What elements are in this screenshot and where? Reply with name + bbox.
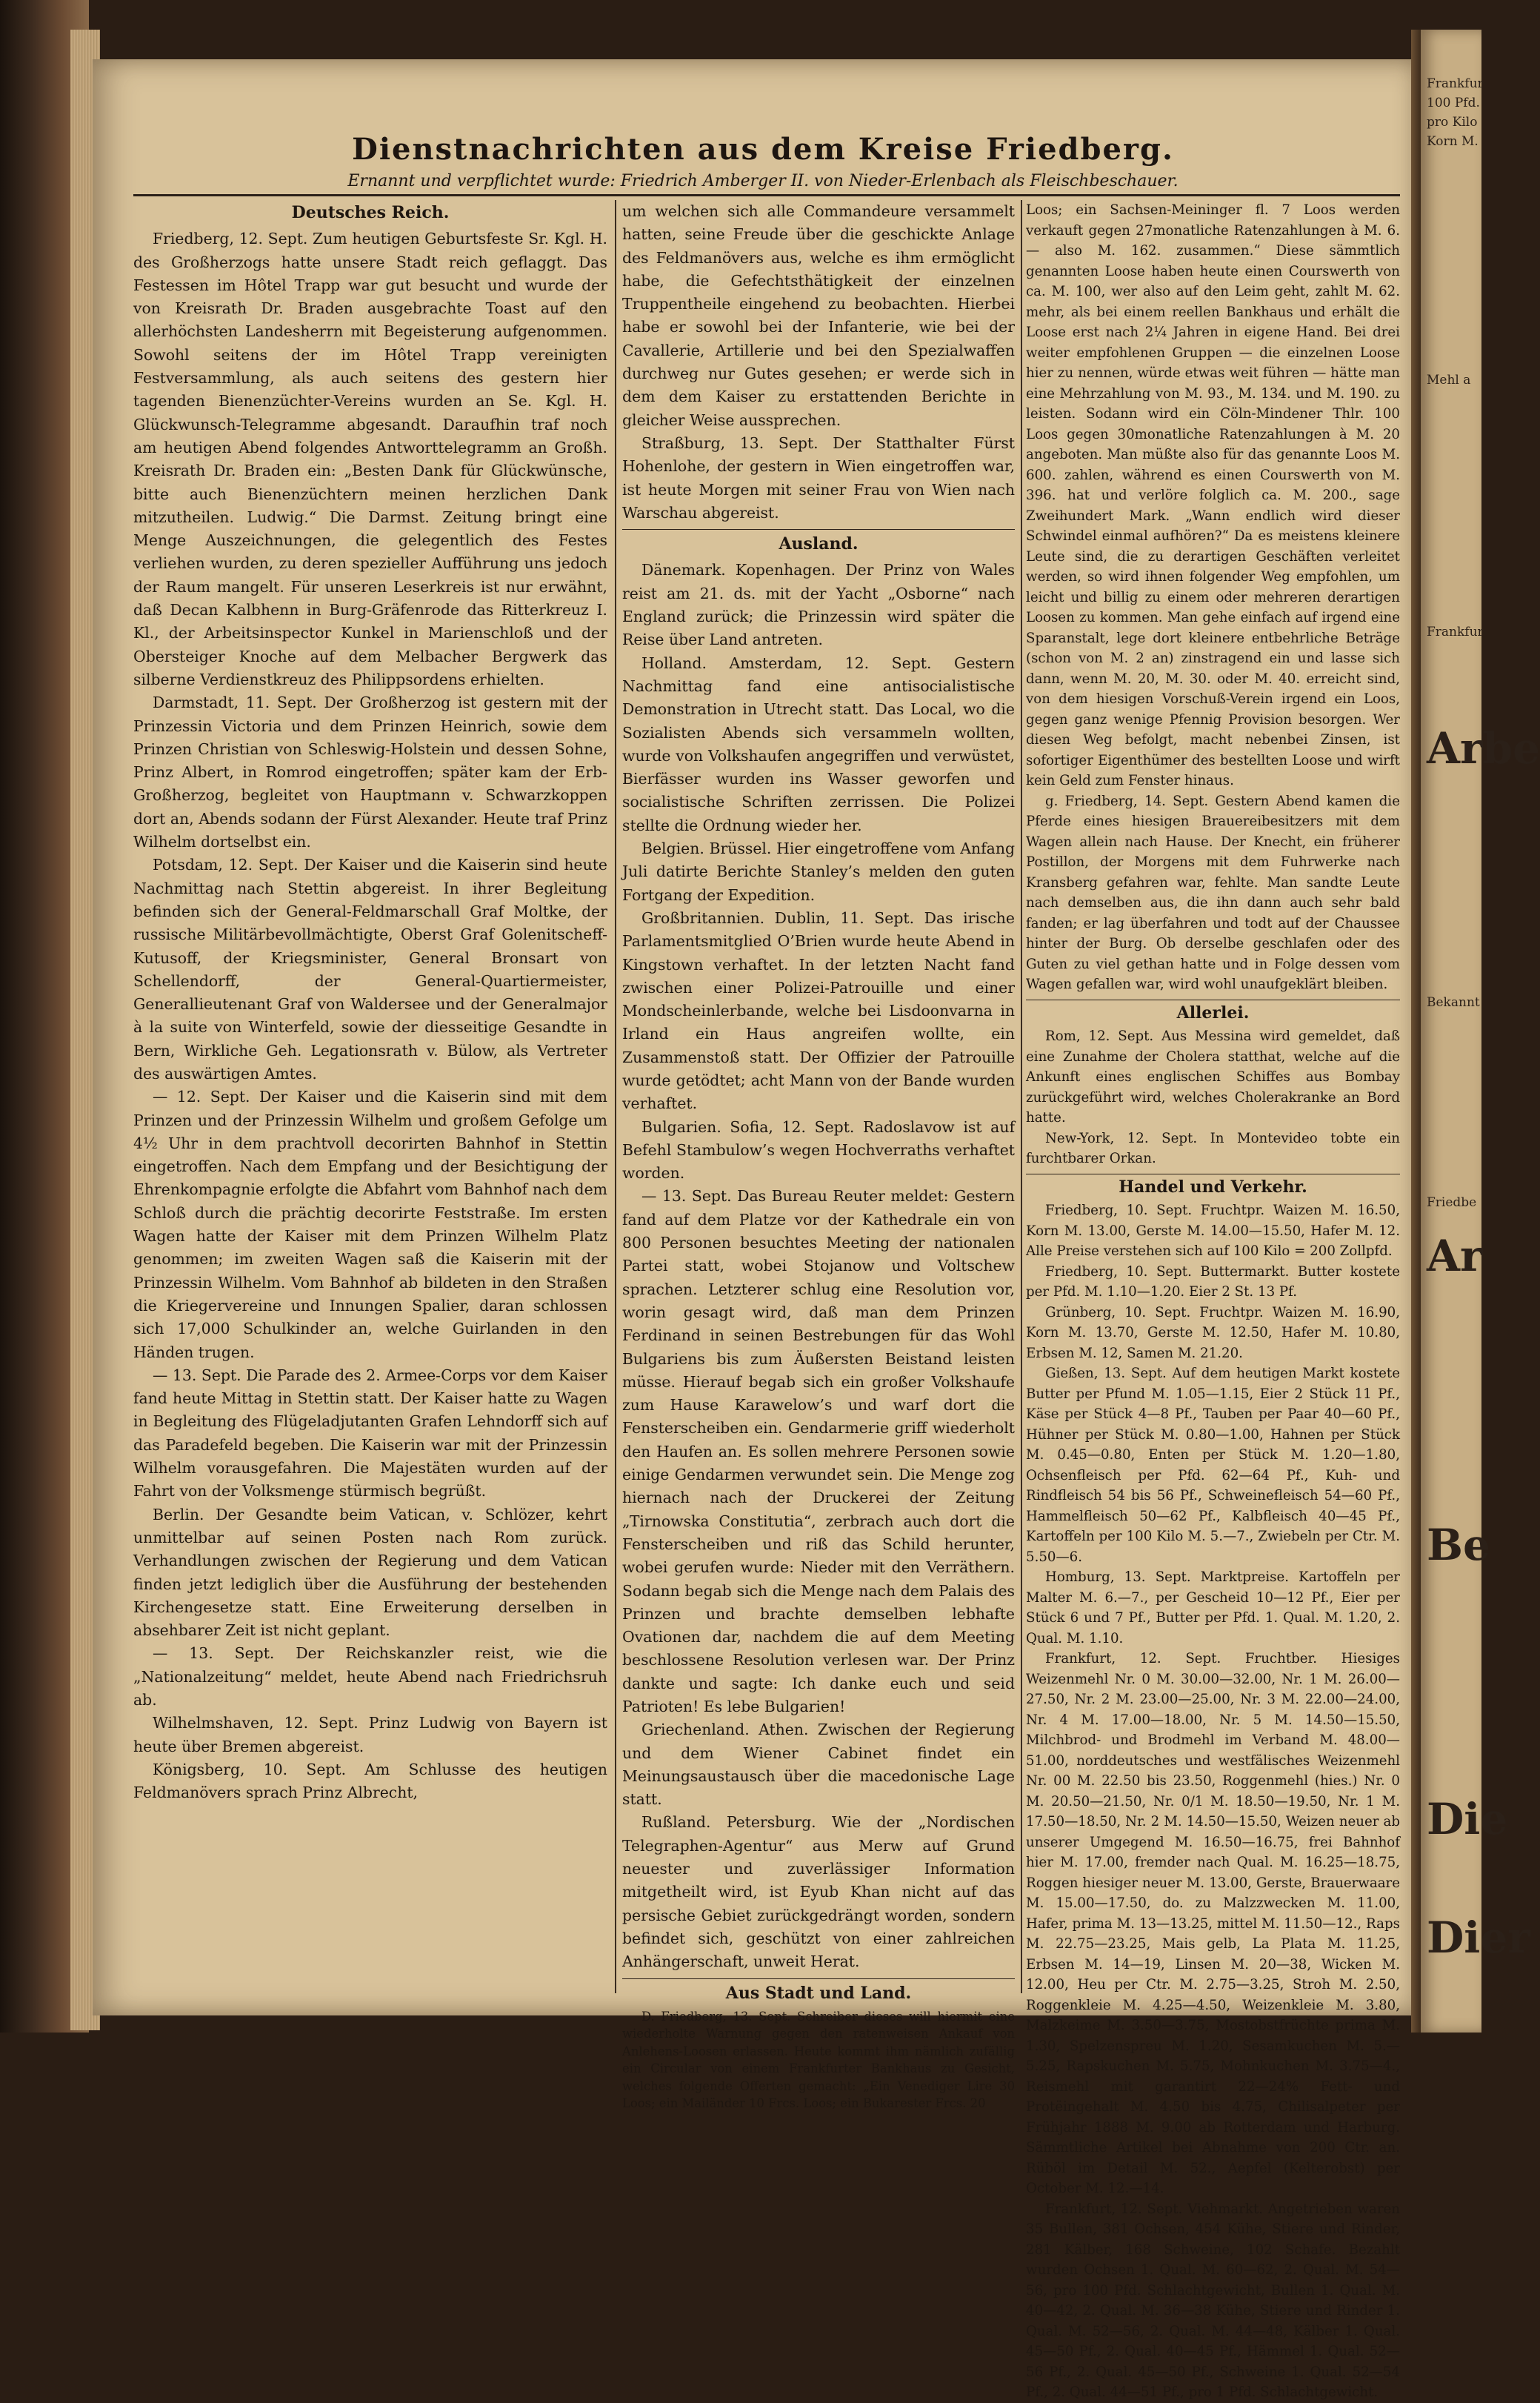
article-paragraph: Berlin. Der Gesandte beim Vatican, v. Schlözer, kehrt unmittelbar auf seinen Posten nach Rom zurück. Verhandlungen zwischen der Regierung und dem Vatican finden jetzt lediglich über die Ausführung der bestehenden Kirchengesetze statt. Eine Erweiterung derselben in absehbarer Zeit ist nicht geplant. bbox=[133, 1505, 607, 1640]
column-left bbox=[133, 200, 607, 2008]
masthead-title: Dienstnachrichten aus dem Kreise Friedberg. bbox=[352, 132, 1174, 167]
fragment-text: pro Kilo bbox=[1427, 115, 1478, 130]
masthead-subtitle: Ernannt und verpflichtet wurde: Friedrich Amberger II. von Nieder-Erlenbach als Fleischbeschauer. bbox=[347, 172, 1179, 190]
article-paragraph: Königsberg, 10. Sept. Am Schlusse des heutigen Feldmanövers sprach Prinz Albrecht, bbox=[133, 1760, 607, 1802]
article-paragraph: D. Friedberg, 13. Sept. Schreiber dieses will hiermit eine wiederholte Warnung gegen den ratenweisen Ankauf von Anlehens-Loosen erlassen. Heute kommt ihm nämlich zufällig ein Circular von einem Frankfurter Bankhaus zu Gesicht, welches folgende Offerten gemacht: „Ein Venediger Lire 30 Loos; ein Mailänder 10 Frcs. Loos; ein Bukarester Frcs. 20 bbox=[622, 2009, 1015, 2111]
column-divider bbox=[615, 200, 616, 1993]
fragment-text: Korn M. bbox=[1427, 134, 1479, 149]
article-paragraph: Homburg, 13. Sept. Marktpreise. Kartoffeln per Malter M. 6.—7., per Gescheid 10—12 Pf., Eier per Stück 6 und 7 Pf., Butter per Pfd. 1. Qual. M. 1.20, 2. Qual. M. 1.10. bbox=[1026, 1569, 1400, 1646]
article-paragraph: Straßburg, 13. Sept. Der Statthalter Fürst Hohenlohe, der gestern in Wien eingetroffen war, ist heute Morgen mit seiner Frau von Wien nach Warschau abgereist. bbox=[622, 433, 1015, 522]
section-heading-handel-und-verkehr: Handel und Verkehr. bbox=[1119, 1177, 1307, 1197]
fragment-text: 100 Pfd. bbox=[1427, 96, 1480, 110]
fragment-heading: Ar bbox=[1427, 1231, 1483, 1281]
article-paragraph: Gießen, 13. Sept. Auf dem heutigen Markt kostete Butter per Pfund M. 1.05—1.15, Eier 2 Stück 11 Pf., Käse per Stück 4—8 Pf., Tauben per Paar 40—60 Pf., Hühner per Stück M. 0.80—1.00, Hahnen per Stück M. 0.45—0.80, Enten per Stück M. 1.20—1.80, Ochsenfleisch per Pfd. 62—64 Pf., Kuh- und Rindfleisch 54 bis 56 Pf., Schweinefleisch 54—60 Pf., Hammelfleisch 50—62 Pf., Kalbfleisch 40—45 Pf., Kartoffeln per 100 Kilo M. 5.—7., Zwiebeln per Ctr. M. 5.50—6. bbox=[1026, 1366, 1400, 1565]
article-paragraph: Darmstadt, 11. Sept. Der Großherzog ist gestern mit der Prinzessin Victoria und dem Prinzen Heinrich, sowie dem Prinzen Christian von Schleswig-Holstein und dessen Sohne, Prinz Albert, in Romrod eingetroffen; später kam der Erb-Großherzog, begleitet von Hauptmann v. Schwarzkoppen dort an, Abends sodann der Fürst Alexander. Heute traf Prinz Wilhelm dortselbst ein. bbox=[133, 694, 607, 851]
horizontal-rule bbox=[133, 194, 1400, 196]
article-paragraph: Griechenland. Athen. Zwischen der Regierung und dem Wiener Cabinet findet ein Meinungsaustausch über die macedonische Lage statt. bbox=[622, 1721, 1015, 1809]
fragment-heading: Arbe bbox=[1427, 723, 1540, 774]
section-heading-deutsches-reich: Deutsches Reich. bbox=[291, 203, 450, 222]
fragment-text: Mehl a bbox=[1427, 373, 1471, 388]
column-divider bbox=[1021, 200, 1022, 1993]
section-heading-allerlei: Allerlei. bbox=[1176, 1003, 1250, 1023]
fragment-heading: Dier bbox=[1427, 1912, 1530, 1963]
article-paragraph: Rußland. Petersburg. Wie der „Nordischen Telegraphen-Agentur“ aus Merw auf Grund neuester und zuverlässiger Information mitgetheilt wird, ist Eyub Khan nicht auf das persische Gebiet zurückgedrängt worden, sondern befindet sich, geschützt von einer zahlreichen Anhängerschaft, unweit Herat. bbox=[622, 1813, 1015, 1971]
section-heading-aus-stadt-und-land: Aus Stadt und Land. bbox=[725, 1983, 912, 2003]
article-paragraph: Loos; ein Sachsen-Meininger fl. 7 Loos werden verkauft gegen 27monatliche Ratenzahlungen à M. 6.— also M. 162. zusammen.“ Diese sämmtlich genannten Loose haben heute einen Courswerth von ca. M. 100, wer also auf den Leim geht, zahlt M. 62. mehr, als bei einem reellen Bankhaus und erhält die Loose erst nach 2¼ Jahren in eigene Hand. Bei drei weiter empfohlenen Gruppen — die einzelnen Loose hier zu nennen, würde etwas weit führen — hätte man eine Mehrzahlung von M. 93., M. 134. und M. 190. zu leisten. Sodann wird ein Cöln-Mindener Thlr. 100 Loos gegen 30monatliche Ratenzahlungen à M. 20 angeboten. Man müßte also für das genannte Loos M. 600. zahlen, während es einen Courswerth von M. 396. hat und verlöre folglich ca. M. 200., sage Zweihundert Mark. „Wann endlich wird dieser Schwindel einmal aufhören?“ Da es meistens kleinere Leute sind, die zu derartigen Geschäften verleitet werden, so wird ihnen folgender Weg empfohlen, um leicht und billig zu einem oder mehreren derartigen Loosen zu kommen. Man gehe einfach auf irgend eine Sparanstalt, lege dort kleinere entbehrliche Beträge (schon von M. 2 an) zinstragend ein und lasse sich dann, wenn M. 20, M. 30. oder M. 40. erreicht sind, von dem hiesigen Vorschuß-Verein irgend ein Loos, gegen ganz wenige Pfennig Provision besorgen. Wer diesen Weg befolgt, macht nebenbei Zinsen, ist sofortiger Eigenthümer des bestellten Loose und wirft kein Geld zum Fenster hinaus. bbox=[1026, 202, 1400, 788]
fragment-heading: Die bbox=[1427, 1794, 1508, 1844]
section-rule bbox=[622, 529, 1015, 530]
adjacent-page-fragment bbox=[1421, 30, 1540, 2033]
article-paragraph: Belgien. Brüssel. Hier eingetroffene vom Anfang Juli datirte Berichte Stanley’s melden den guten Fortgang der Expedition. bbox=[622, 840, 1015, 904]
column-middle bbox=[622, 200, 1015, 2111]
article-paragraph: Frankfurt, 12. Sept. Viehmarkt. Angetrieben waren 35 Bullen, 381 Ochsen, 454 Kühe, Stiere und Rinder, 281 Kälber, 168 Schweine, 102 Schafe. Bezahlt wurden Ochsen 1. Qual. M. 60—62, 2. Qual. M. 54—56, pro 100 Pfd. Schlachtgewicht, Bullen 1. Qual. M. 40—42, 2. Qual. M. 36—38 Kühe, Stiere und Rinder 1. Qual. M. 52—56, 2. Qual. M. 44—48, Kälber 1. Qual. 45—50 Pf., 2. Qual. 40—45 Pf., Hämmel 1. Qual. 52—56 Pf., 2. Qual. 45—50 Pf., Schweine 1. Qual. 52—54 Pf., 2. Qual. 44—51 Pf., pro 1 Pfd. Schlachtgewicht. bbox=[1026, 2201, 1400, 2400]
fragment-text: Frankfur bbox=[1427, 625, 1484, 639]
section-rule bbox=[622, 1978, 1015, 1979]
fragment-heading: Be bbox=[1427, 1520, 1490, 1570]
fragment-text: Bekannt bbox=[1427, 995, 1480, 1010]
article-paragraph: Frankfurt, 12. Sept. Fruchtber. Hiesiges Weizenmehl Nr. 0 M. 30.00—32.00, Nr. 1 M. 26.00—27.50, Nr. 2 M. 23.00—25.00, Nr. 3 M. 22.00—24.00, Nr. 4 M. 17.00—18.00, Nr. 5 M. 14.50—15.50, Milchbrod- und Brodmehl im Verband M. 48.00—51.00, norddeutsches und westfälisches Weizenmehl Nr. 00 M. 22.50 bis 23.50, Roggenmehl (hies.) Nr. 0 M. 20.50—21.50, Nr. 0/1 M. 18.50—19.50, Nr. 1 M. 17.50—18.50, Nr. 2 M. 14.50—15.50, Weizen neuer ab unserer Umgegend M. 16.50—16.75, frei Bahnhof hier M. 17.00, fremder nach Qual. M. 16.25—18.75, Roggen hiesiger neuer M. 13.00, Gerste, Brauerwaare M. 15.00—17.50, do. zu Malzzwecken M. 11.00, Hafer, prima M. 13—13.25, mittel M. 11.50—12., Raps M. 22.75—23.25, Mais gelb, La Plata M. 11.25, Erbsen M. 14—19, Linsen M. 20—38, Wicken M. 12.00, Heu per Ctr. M. 2.75—3.25, Stroh M. 2.50, Roggenkleie M. 4.25—4.50, Weizenkleie M. 3.80, Malzkeime M. 3.50—3.75, Mostobstfrüchte prima M. 1.30, Spelzenspreu M. 1.20, Sesamkuchen M. 5.—5.25, Rapskuchen M. 5.75, Mohnkuchen M. 3.75—4., Reismehl mit garantirt 22—24% Fett- und Protëingehalt M. 4.50 bis 4.75, Chilisalpeter per Frühjahr 1888 M. 9.00 ab Rotterdam und Harburg. Sämmtliche Artikel bei Abnahme von 200 Ctr. an. Rüböl im Detail M. 52., Aepfel (Kelterobst) per October M. 12.—14. bbox=[1026, 1651, 1400, 2196]
article-paragraph: Potsdam, 12. Sept. Der Kaiser und die Kaiserin sind heute Nachmittag nach Stettin abgereist. In ihrer Begleitung befinden sich der General-Feldmarschall Graf Moltke, der russische Militärbevollmächtigte, Oberst Graf Golenitscheff-Kutusoff, der Kriegsminister, General Bronsart von Schellendorff, der General-Quartiermeister, Generallieutenant Graf von Waldersee und der Generalmajor à la suite von Winterfeld, sowie der diesseitige Gesandte in Bern, Wirkliche Geh. Legationsrath v. Bülow, als Vertreter des auswärtigen Amtes. bbox=[133, 856, 607, 1083]
fragment-text: Frankfur bbox=[1427, 76, 1484, 91]
article-paragraph: Holland. Amsterdam, 12. Sept. Gestern Nachmittag fand eine antisocialistische Demonstration in Utrecht statt. Das Local, wo die Sozialisten Abends sich versammeln wollten, wurde von Volkshaufen angegriffen und verwüstet, Bierfässer wurden ins Wasser geworfen und socialistische Schriften zerrissen. Die Polizei stellte die Ordnung wieder her. bbox=[622, 654, 1015, 834]
article-paragraph: Bulgarien. Sofia, 12. Sept. Radoslavow ist auf Befehl Stambulow’s wegen Hochverraths verhaftet worden. bbox=[622, 1117, 1015, 1183]
article-paragraph: Dänemark. Kopenhagen. Der Prinz von Wales reist am 21. ds. mit der Yacht „Osborne“ nach England zurück; die Prinzessin wird später die Reise über Land antreten. bbox=[622, 561, 1015, 649]
section-heading-ausland: Ausland. bbox=[779, 534, 859, 554]
article-paragraph: Friedberg, 12. Sept. Zum heutigen Geburtsfeste Sr. Kgl. H. des Großherzogs hatte unsere Stadt reich geflaggt. Das Festessen im Hôtel Trapp war gut besucht und wurde der von Kreisrath Dr. Braden ausgebrachte Toast auf den allerhöchsten Landesherrn mit Begeisterung aufgenommen. Sowohl seitens der im Hôtel Trapp vereinigten Festversammlung, als auch seitens des gestern hier tagenden Bienenzüchter-Vereins wurden an Se. Kgl. H. Glückwunsch-Telegramme abgesandt. Daraufhin traf noch am heutigen Abend folgendes Antworttelegramm an Großh. Kreisrath Dr. Braden ein: „Besten Dank für Glückwünsche, bitte auch Bienenzüchtern meinen herzlichen Dank mitzutheilen. Ludwig.“ Die Darmst. Zeitung bringt eine Menge Auszeichnungen, die gelegentlich des Festes verliehen wurden, zu deren spezieller Aufführung uns jedoch der Raum mangelt. Für unseren Leserkreis ist nur erwähnt, daß Decan Kalbhenn in Burg-Gräfenrode das Ritterkreuz I. Kl., der Arbeitsinspector Kunkel in Marienschloß und der Obersteiger Knoche auf dem Melbacher Bergwerk das silberne Verdienstkreuz des Philippsordens erhielten. bbox=[133, 230, 607, 688]
article-paragraph: Friedberg, 10. Sept. Buttermarkt. Butter kostete per Pfd. M. 1.10—1.20. Eier 2 St. 13 Pf. bbox=[1026, 1263, 1400, 1300]
article-paragraph: um welchen sich alle Commandeure versammelt hatten, seine Freude über die geschickte Anlage des Feldmanövers aus, welche es ihm ermöglicht habe, die Gefechtsthätigkeit der einzelnen Truppentheile eingehend zu beobachten. Hierbei habe er sowohl bei der Infanterie, wie bei der Cavallerie, Artillerie und bei den Spezialwaffen durchweg nur Gutes gesehen; er werde sich in dem dem Kaiser zu erstattenden Berichte in gleicher Weise aussprechen. bbox=[622, 202, 1015, 429]
column-right bbox=[1026, 200, 1400, 2400]
article-paragraph: New-York, 12. Sept. In Montevideo tobte ein furchtbarer Orkan. bbox=[1026, 1130, 1400, 1166]
article-paragraph: — 13. Sept. Der Reichskanzler reist, wie die „Nationalzeitung“ meldet, heute Abend nach Friedrichsruh ab. bbox=[133, 1644, 607, 1709]
article-paragraph: — 13. Sept. Die Parade des 2. Armee-Corps vor dem Kaiser fand heute Mittag in Stettin statt. Der Kaiser hatte zu Wagen in Begleitung des Flügeladjutanten Grafen Lehndorff sich auf das Paradefeld begeben. Die Kaiserin war mit der Prinzessin Wilhelm vorausgefahren. Die Majestäten wurden auf der Fahrt von der Volksmenge stürmisch begrüßt. bbox=[133, 1366, 607, 1500]
article-paragraph: g. Friedberg, 14. Sept. Gestern Abend kamen die Pferde eines hiesigen Brauereibesitzers mit dem Wagen allein nach Hause. Der Knecht, ein früherer Postillon, der Morgens mit dem Fuhrwerke nach Kransberg gefahren war, fehlte. Man sandte Leute nach demselben aus, die ihn dann auch sehr bald fanden; er lag überfahren und todt auf der Chaussee hinter der Burg. Ob derselbe geschlafen oder des Guten zu viel gethan hatte und in Folge dessen vom Wagen gefallen war, wird wohl unaufgeklärt bleiben. bbox=[1026, 793, 1400, 992]
article-paragraph: — 13. Sept. Das Bureau Reuter meldet: Gestern fand auf dem Platze vor der Kathedrale ein von 800 Personen besuchtes Meeting der nationalen Partei statt, wobei Stojanow und Voltschew sprachen. Letzterer schlug eine Resolution vor, worin gesagt wird, daß man dem Prinzen Ferdinand in seinen Bestrebungen für das Wohl Bulgariens bis zum Äußersten Beistand leisten müsse. Hierauf begab sich ein großer Volkshaufe zum Hause Karawelow’s und warf dort die Fensterscheiben ein. Gendarmerie griff wiederholt den Haufen an. Es sollen mehrere Personen sowie einige Gendarmen verwundet sein. Die Menge zog hiernach nach der Druckerei der Zeitung „Tirnowska Constitutia“, zerbrach auch dort die Fensterscheiben und riß das Schild herunter, wobei gerufen wurde: Nieder mit den Verräthern. Sodann begab sich die Menge nach dem Palais des Prinzen und brachte demselben lebhafte Ovationen dar, nachdem die auf dem Meeting beschlossene Resolution verlesen war. Der Prinz dankte und sagte: Ich danke euch und seid Patrioten! Es lebe Bulgarien! bbox=[622, 1187, 1015, 1715]
article-paragraph: Grünberg, 10. Sept. Fruchtpr. Waizen M. 16.90, Korn M. 13.70, Gerste M. 12.50, Hafer M. 10.80, Erbsen M. 12, Samen M. 21.20. bbox=[1026, 1304, 1400, 1361]
article-paragraph: Rom, 12. Sept. Aus Messina wird gemeldet, daß eine Zunahme der Cholera statthat, welche auf die Ankunft eines englischen Schiffes aus Bombay zurückgeführt wird, welches Cholerakranke an Bord hatte. bbox=[1026, 1028, 1400, 1126]
article-paragraph: Friedberg, 10. Sept. Fruchtpr. Waizen M. 16.50, Korn M. 13.00, Gerste M. 14.00—15.50, Hafer M. 12. Alle Preise verstehen sich auf 100 Kilo = 200 Zollpfd. bbox=[1026, 1203, 1400, 1259]
article-paragraph: Großbritannien. Dublin, 11. Sept. Das irische Parlamentsmitglied O’Brien wurde heute Abend in Kingstown verhaftet. In der letzten Nacht fand zwischen einer Polizei-Patrouille und einer Mondscheinlerbande, welche bei Lisdoonvarna in Irland ein Haus angreifen wollte, ein Zusammenstoß statt. Der Offizier der Patrouille wurde getödtet; acht Mann von der Bande wurden verhaftet. bbox=[622, 908, 1015, 1113]
article-paragraph: — 12. Sept. Der Kaiser und die Kaiserin sind mit dem Prinzen und der Prinzessin Wilhelm und großem Gefolge um 4½ Uhr in dem prachtvoll decorirten Bahnhof in Stettin eingetroffen. Nach dem Empfang und der Besichtigung der Ehrenkompagnie erfolgte die Abfahrt vom Bahnhof nach dem Schloß durch die prächtig decorirte Feststraße. Im ersten Wagen hatte der Kaiser mit dem Prinzen Wilhelm Platz genommen; im zweiten Wagen saß die Kaiserin mit der Prinzessin Wilhelm. Vom Bahnhof ab bildeten in den Straßen die Kriegervereine und Innungen Spalier, daran schlossen sich 17,000 Schulkinder an, welche Guirlanden in den Händen trugen. bbox=[133, 1088, 607, 1361]
fragment-text: Friedbe bbox=[1427, 1195, 1477, 1210]
article-paragraph: Wilhelmshaven, 12. Sept. Prinz Ludwig von Bayern ist heute über Bremen abgereist. bbox=[133, 1714, 607, 1755]
